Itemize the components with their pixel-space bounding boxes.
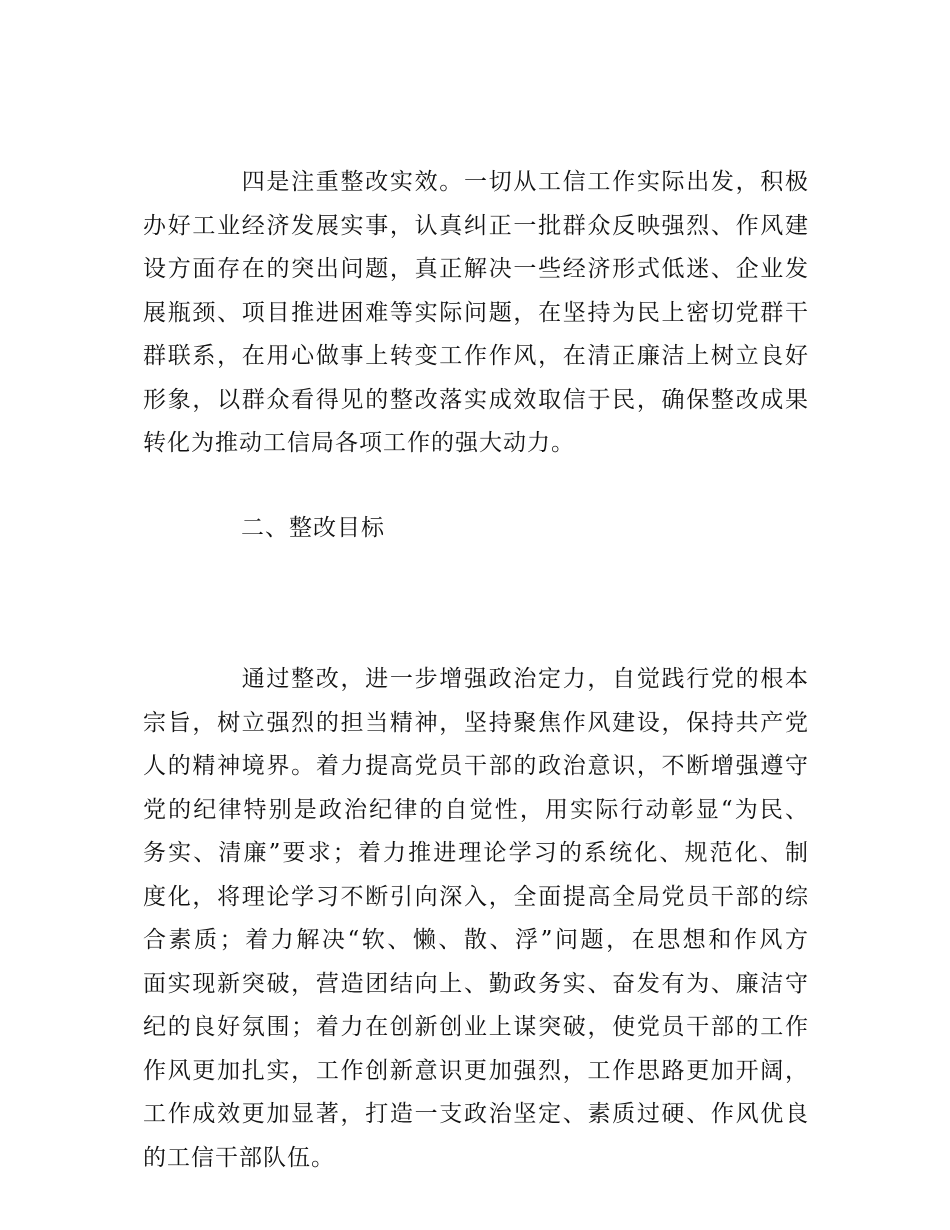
paragraph-line: 务实、清廉”要求；着力推进理论学习的系统化、规范化、制	[143, 840, 809, 866]
paragraph-line: 群联系，在用心做事上转变工作作风，在清正廉洁上树立良好	[143, 343, 809, 369]
paragraph-line: 作风更加扎实，工作创新意识更加强烈，工作思路更加开阔，	[143, 1057, 809, 1084]
paragraph-line: 人的精神境界。着力提高党员干部的政治意识，不断增强遵守	[143, 753, 809, 779]
paragraph-line-text: 通过整改，进一步增强政治定力，自觉践行党的根本	[241, 666, 809, 692]
paragraph-rectification-goals	[143, 658, 809, 1180]
paragraph-line: 纪的良好氛围；着力在创新创业上谋突破，使党员干部的工作	[143, 1014, 809, 1040]
section-heading: 二、整改目标	[241, 515, 385, 541]
paragraph-line: 度化，将理论学习不断引向深入，全面提高全局党员干部的综	[143, 883, 809, 910]
paragraph-line: 宗旨，树立强烈的担当精神，坚持聚焦作风建设，保持共产党	[143, 709, 809, 736]
paragraph-line: 展瓶颈、项目推进困难等实际问题，在坚持为民上密切党群干	[143, 299, 809, 326]
paragraph-line: 面实现新突破，营造团结向上、勤政务实、奋发有为、廉洁守	[143, 970, 809, 997]
paragraph-line: 的工信干部队伍。	[143, 1144, 335, 1171]
paragraph-line: 合素质；着力解决“软、懒、散、浮”问题，在思想和作风方	[143, 927, 809, 953]
paragraph-rectification-effect	[143, 161, 809, 466]
paragraph-line: 转化为推动工信局各项工作的强大动力。	[143, 430, 575, 456]
paragraph-line: 党的纪律特别是政治纪律的自觉性，用实际行动彰显“为民、	[143, 796, 809, 823]
paragraph-line: 工作成效更加显著，打造一支政治坚定、素质过硬、作风优良	[143, 1101, 809, 1127]
paragraph-line: 设方面存在的突出问题，真正解决一些经济形式低迷、企业发	[143, 256, 809, 282]
paragraph-line-text: 四是注重整改实效。一切从工信工作实际出发，积极	[241, 169, 809, 195]
paragraph-line	[143, 658, 809, 702]
paragraph-line	[143, 161, 809, 205]
paragraph-line: 办好工业经济发展实事，认真纠正一批群众反映强烈、作风建	[143, 212, 809, 239]
paragraph-line: 形象，以群众看得见的整改落实成效取信于民，确保整改成果	[143, 386, 809, 413]
